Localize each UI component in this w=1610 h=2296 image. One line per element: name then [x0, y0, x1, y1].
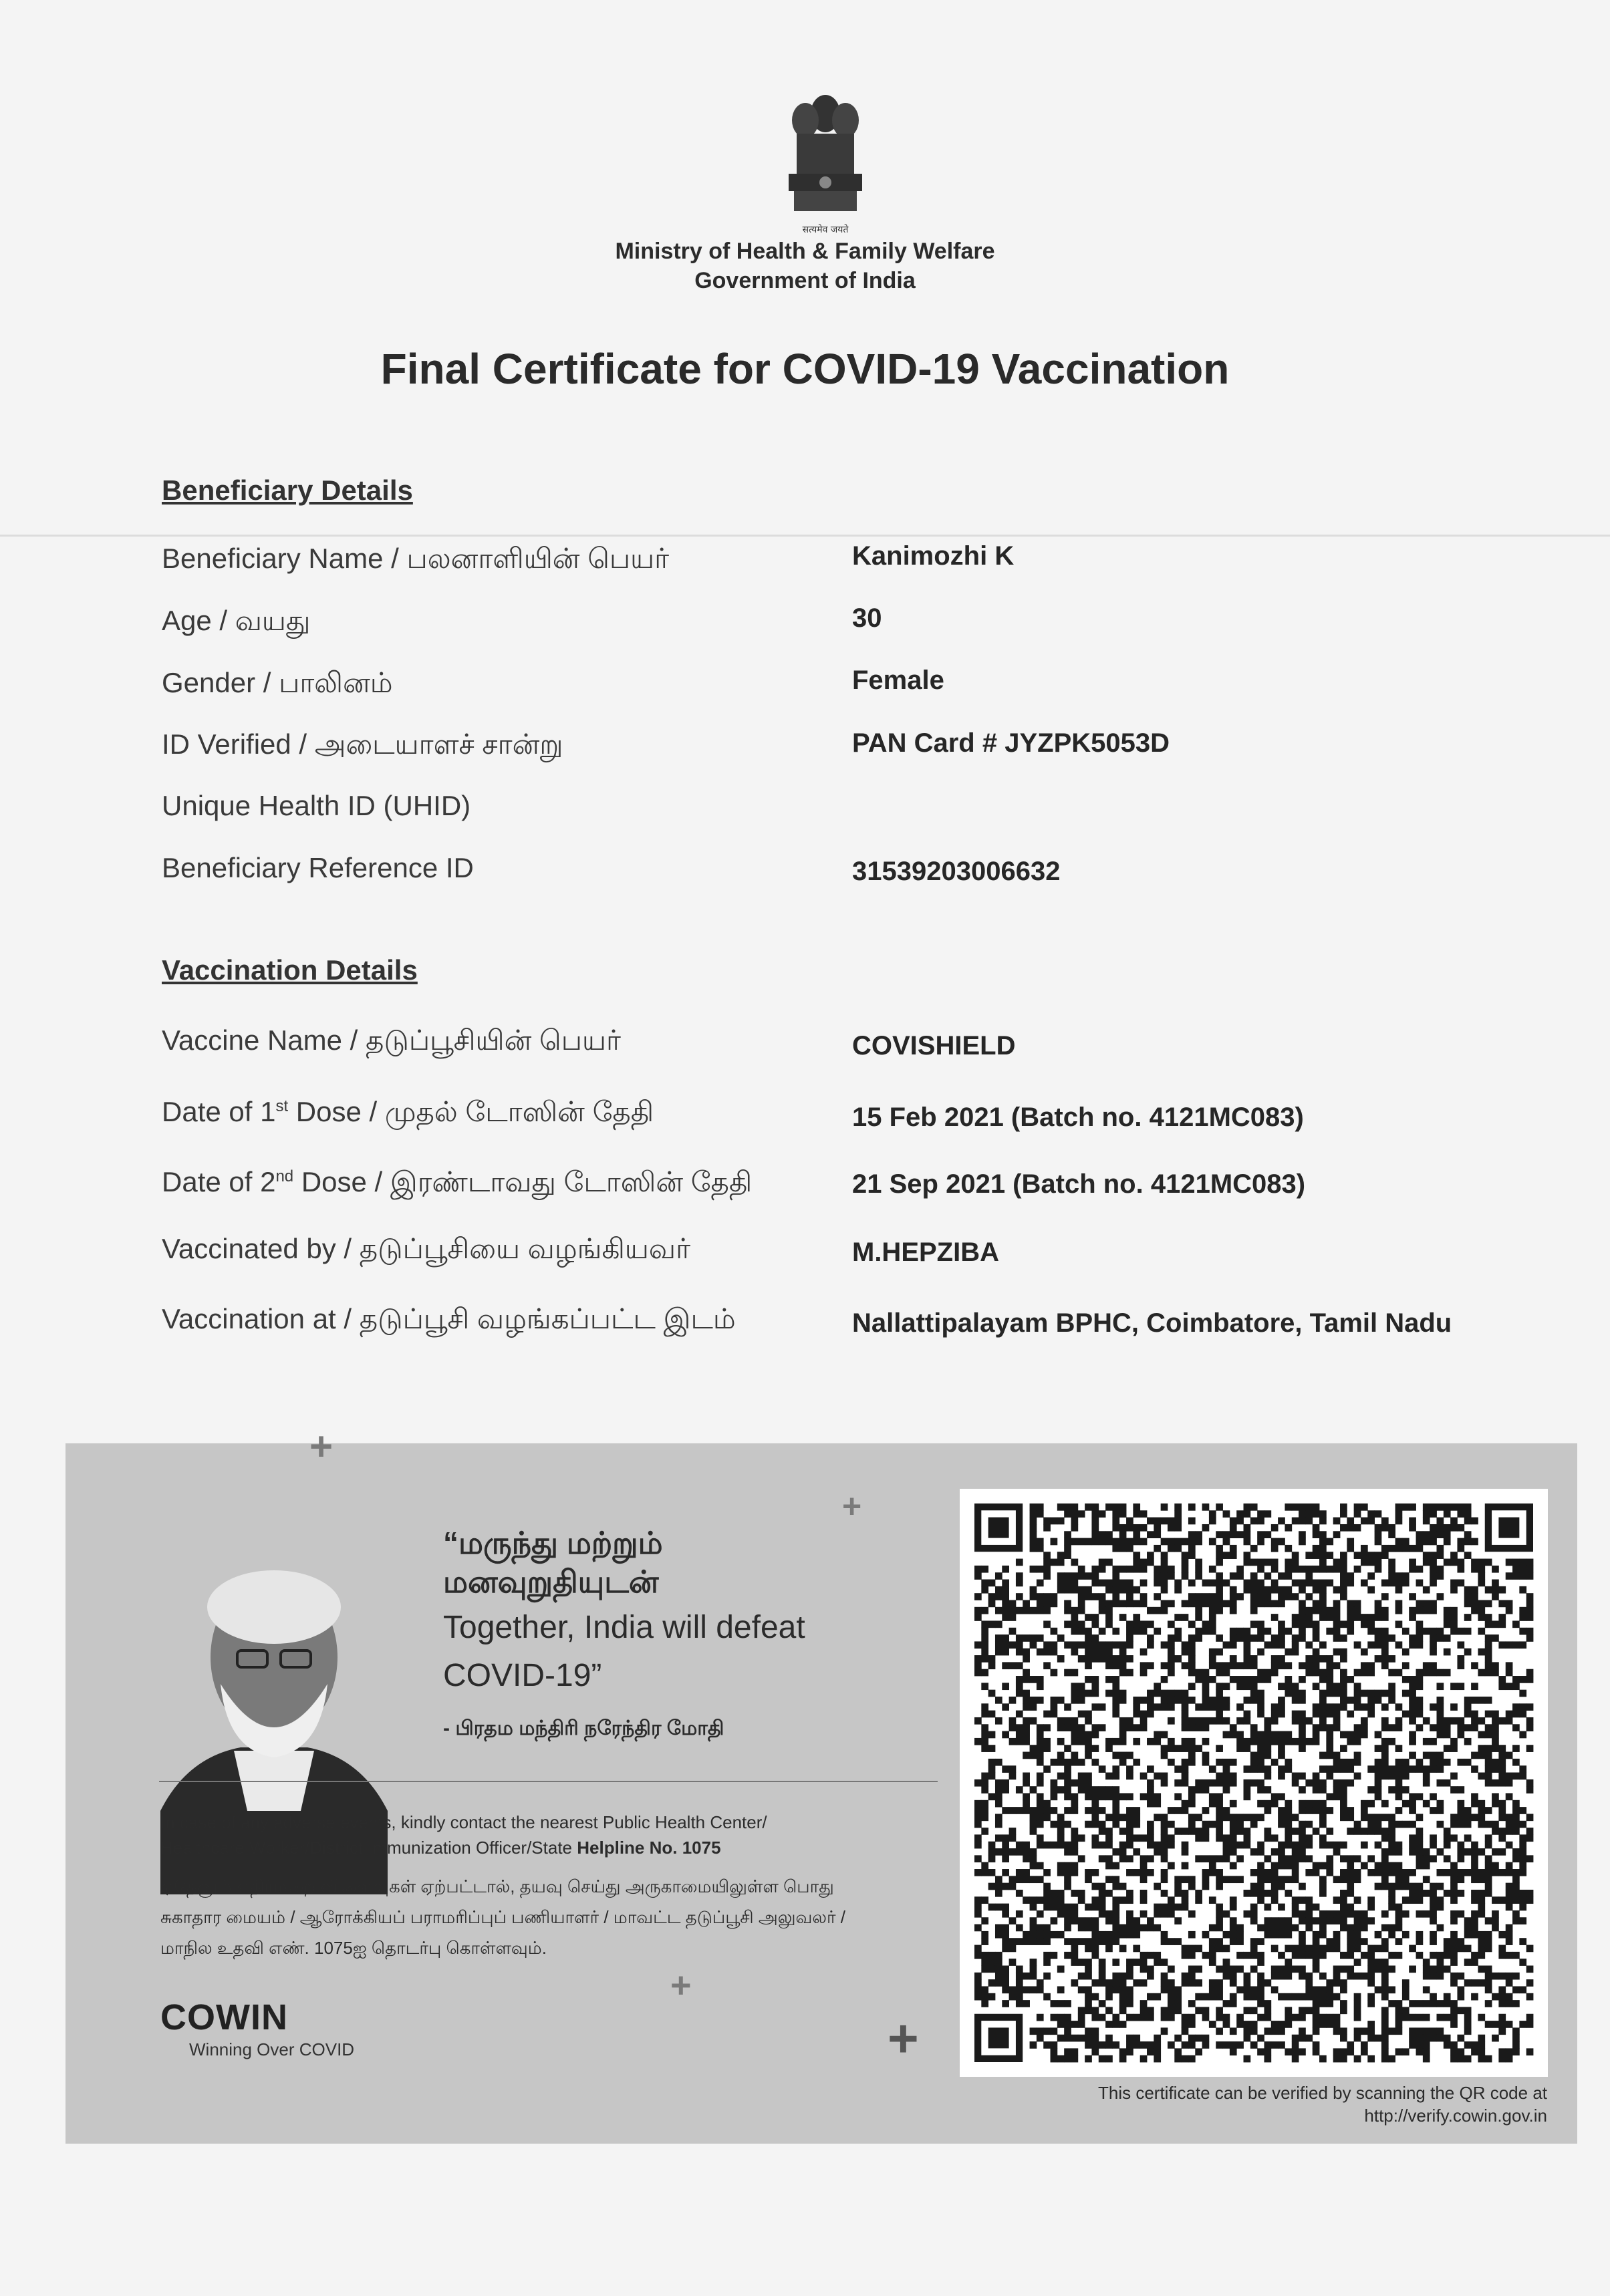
vaccination-details-heading: Vaccination Details [162, 954, 418, 986]
age-value: 30 [852, 603, 882, 633]
second-dose-value: 21 Sep 2021 (Batch no. 4121MC083) [852, 1169, 1306, 1199]
helpline-notice-tamil: ஏதேனும் எதிர்மறை விளைவுகள் ஏற்பட்டால், தயவு செய்து அருகாமையிலுள்ள பொது சுகாதார மையம் / ஆரோக்கியப் பராமரிப்புப் பணியாளர் / மாவட்ட தடுப்பூசி அலுவலர் / மாநில உதவி எண். 1075ஐ தொடர்பு கொள்ளவும். [160, 1876, 846, 1958]
plus-icon: + [670, 1965, 692, 2005]
plus-icon: + [888, 2009, 919, 2068]
quote-tamil: “மருந்து மற்றும் மனவுறுதியுடன் [443, 1526, 663, 1599]
vaccine-name-label: Vaccine Name / தடுப்பூசியின் பெயர் [162, 1024, 621, 1056]
gender-label: Gender / பாலினம் [162, 667, 393, 698]
qr-code-panel [960, 1489, 1548, 2077]
plus-icon: + [309, 1424, 333, 1469]
plus-icon: + [842, 1487, 862, 1525]
vaccination-at-label: Vaccination at / தடுப்பூசி வழங்கப்பட்ட இடம் [162, 1303, 736, 1334]
gender-value: Female [852, 666, 944, 695]
id-verified-value: PAN Card # JYZPK5053D [852, 728, 1170, 758]
beneficiary-name-label: Beneficiary Name / பலனாளியின் பெயர் [162, 543, 670, 574]
quote-english: Together, India will defeat COVID-19” [443, 1610, 805, 1693]
paper-fold-line [0, 535, 1610, 537]
qr-code-icon [960, 1489, 1548, 2077]
beneficiary-details-heading: Beneficiary Details [162, 474, 413, 506]
vaccinated-by-value: M.HEPZIBA [852, 1238, 999, 1267]
pm-message-banner [65, 1424, 1577, 2144]
beneficiary-name-value: Kanimozhi K [852, 541, 1015, 571]
banner-divider [159, 1781, 938, 1782]
vaccination-at-value: Nallattipalayam BPHC, Coimbatore, Tamil Nadu [852, 1308, 1452, 1338]
cowin-logo: COWIN [160, 1997, 288, 2037]
reference-id-value: 31539203006632 [852, 857, 1061, 886]
state-emblem-icon [769, 87, 882, 241]
age-label: Age / வயது [162, 605, 311, 636]
cowin-tagline: Winning Over COVID [189, 2039, 355, 2059]
government-name: Government of India [694, 268, 916, 293]
second-dose-label: Date of 2nd Dose / இரண்டாவது டோஸின் தேதி [162, 1166, 753, 1197]
emblem-motto: सत्यमेव जयते [802, 225, 849, 235]
quote-attribution: - பிரதம மந்திரி நரேந்திர மோதி [443, 1717, 724, 1739]
helpline-notice-english: In case of any adverse events, kindly contact the nearest Public Health Center/ Healthcare Worker/District Immunization Officer/State Helpline No. 1075 [160, 1812, 767, 1858]
id-verified-label: ID Verified / அடையாளச் சான்று [162, 728, 563, 760]
first-dose-value: 15 Feb 2021 (Batch no. 4121MC083) [852, 1103, 1304, 1132]
certificate-title: Final Certificate for COVID-19 Vaccination [380, 345, 1230, 393]
reference-id-label: Beneficiary Reference ID [162, 852, 474, 883]
ministry-name: Ministry of Health & Family Welfare [615, 239, 995, 264]
uhid-label: Unique Health ID (UHID) [162, 790, 471, 821]
qr-verify-note: This certificate can be verified by scanning the QR code at http://verify.cowin.gov.in [1097, 2083, 1547, 2126]
vaccine-name-value: COVISHIELD [852, 1031, 1016, 1060]
first-dose-label: Date of 1st Dose / முதல் டோஸின் தேதி [162, 1096, 654, 1127]
vaccinated-by-label: Vaccinated by / தடுப்பூசியை வழங்கியவர் [162, 1233, 691, 1264]
